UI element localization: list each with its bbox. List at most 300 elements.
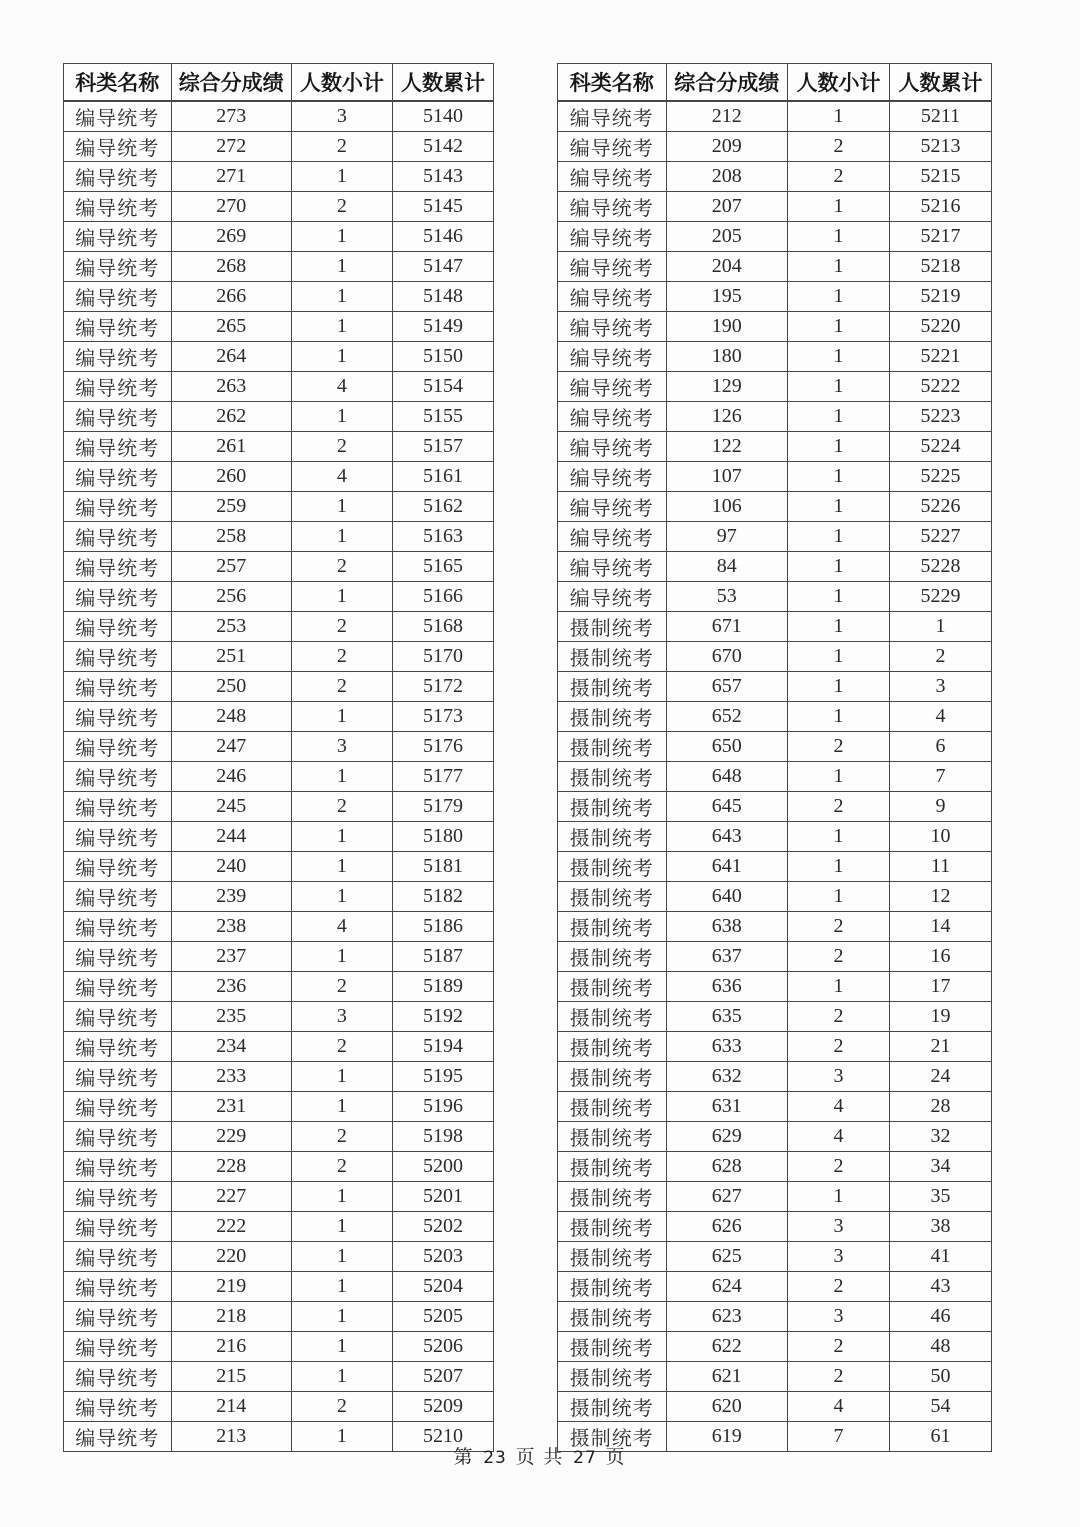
cell-category: 编导统考 (558, 221, 667, 251)
cell-category: 编导统考 (64, 1001, 172, 1031)
table-row (558, 821, 992, 851)
cell-subtotal: 1 (788, 491, 890, 521)
cell-cumulative: 50 (890, 1361, 992, 1391)
cell-subtotal: 3 (788, 1211, 890, 1241)
cell-cumulative: 4 (890, 701, 992, 731)
table-row (64, 911, 494, 941)
cell-subtotal: 2 (291, 671, 392, 701)
cell-subtotal: 1 (788, 701, 890, 731)
table-row (558, 341, 992, 371)
page-footer (0, 1442, 1080, 1469)
cell-subtotal: 4 (788, 1121, 890, 1151)
cell-score: 629 (666, 1121, 788, 1151)
cell-subtotal: 1 (788, 641, 890, 671)
cell-cumulative: 5226 (890, 491, 992, 521)
table-row (558, 1241, 992, 1271)
table-row (64, 881, 494, 911)
cell-category: 编导统考 (64, 371, 172, 401)
cell-cumulative: 5148 (392, 281, 493, 311)
cell-score: 97 (666, 521, 788, 551)
cell-score: 271 (171, 161, 291, 191)
cell-subtotal: 1 (788, 551, 890, 581)
cell-category: 摄制统考 (558, 1391, 667, 1421)
cell-score: 264 (171, 341, 291, 371)
table-row (64, 821, 494, 851)
cell-score: 632 (666, 1061, 788, 1091)
cell-category: 编导统考 (64, 1121, 172, 1151)
cell-score: 231 (171, 1091, 291, 1121)
cell-subtotal: 1 (291, 1421, 392, 1451)
cell-category: 摄制统考 (558, 701, 667, 731)
cell-category: 摄制统考 (558, 971, 667, 1001)
cell-cumulative: 9 (890, 791, 992, 821)
cell-category: 编导统考 (558, 191, 667, 221)
cell-category: 编导统考 (64, 611, 172, 641)
cell-score: 251 (171, 641, 291, 671)
table-row (558, 641, 992, 671)
cell-cumulative: 5179 (392, 791, 493, 821)
cell-category: 编导统考 (64, 1241, 172, 1271)
cell-category: 编导统考 (558, 281, 667, 311)
table-row (64, 1031, 494, 1061)
cell-cumulative: 46 (890, 1301, 992, 1331)
cell-cumulative: 5225 (890, 461, 992, 491)
column-header: 人数小计 (788, 64, 890, 101)
cell-category: 编导统考 (558, 521, 667, 551)
cell-cumulative: 5147 (392, 251, 493, 281)
cell-category: 编导统考 (64, 521, 172, 551)
table-row (64, 851, 494, 881)
score-distribution-table-left (63, 63, 494, 1452)
table-row (64, 101, 494, 132)
cell-subtotal: 3 (788, 1061, 890, 1091)
table-row (558, 191, 992, 221)
table-row (558, 1061, 992, 1091)
cell-score: 245 (171, 791, 291, 821)
cell-score: 238 (171, 911, 291, 941)
table-row (558, 1361, 992, 1391)
cell-category: 编导统考 (64, 1391, 172, 1421)
table-row (558, 701, 992, 731)
cell-score: 627 (666, 1181, 788, 1211)
table-row (558, 1211, 992, 1241)
cell-category: 编导统考 (64, 311, 172, 341)
table-row (64, 251, 494, 281)
cell-category: 编导统考 (558, 581, 667, 611)
table-row (558, 1391, 992, 1421)
cell-score: 195 (666, 281, 788, 311)
cell-score: 107 (666, 461, 788, 491)
cell-category: 编导统考 (64, 821, 172, 851)
table-row (558, 461, 992, 491)
footer-total-pages: 27 (573, 1448, 597, 1468)
cell-subtotal: 1 (788, 1181, 890, 1211)
cell-subtotal: 1 (291, 251, 392, 281)
cell-cumulative: 32 (890, 1121, 992, 1151)
cell-score: 233 (171, 1061, 291, 1091)
cell-cumulative: 5209 (392, 1391, 493, 1421)
table-row (64, 611, 494, 641)
cell-subtotal: 1 (788, 431, 890, 461)
table-row (64, 311, 494, 341)
cell-subtotal: 1 (291, 1301, 392, 1331)
cell-score: 190 (666, 311, 788, 341)
cell-score: 268 (171, 251, 291, 281)
cell-subtotal: 2 (291, 131, 392, 161)
cell-cumulative: 5170 (392, 641, 493, 671)
cell-subtotal: 1 (788, 881, 890, 911)
cell-subtotal: 2 (291, 1151, 392, 1181)
table-row (558, 671, 992, 701)
cell-score: 625 (666, 1241, 788, 1271)
cell-subtotal: 1 (788, 221, 890, 251)
cell-subtotal: 1 (788, 761, 890, 791)
cell-score: 256 (171, 581, 291, 611)
cell-subtotal: 4 (291, 371, 392, 401)
cell-cumulative: 5165 (392, 551, 493, 581)
cell-category: 摄制统考 (558, 761, 667, 791)
cell-category: 摄制统考 (558, 1031, 667, 1061)
cell-cumulative: 5154 (392, 371, 493, 401)
cell-subtotal: 2 (788, 131, 890, 161)
table-row (558, 101, 992, 132)
cell-category: 摄制统考 (558, 941, 667, 971)
cell-score: 237 (171, 941, 291, 971)
cell-category: 摄制统考 (558, 1211, 667, 1241)
cell-subtotal: 2 (291, 191, 392, 221)
cell-category: 编导统考 (64, 761, 172, 791)
cell-subtotal: 1 (788, 101, 890, 132)
cell-subtotal: 1 (788, 461, 890, 491)
cell-cumulative: 12 (890, 881, 992, 911)
cell-score: 638 (666, 911, 788, 941)
cell-score: 628 (666, 1151, 788, 1181)
cell-score: 621 (666, 1361, 788, 1391)
cell-score: 219 (171, 1271, 291, 1301)
cell-score: 257 (171, 551, 291, 581)
cell-score: 248 (171, 701, 291, 731)
cell-subtotal: 1 (291, 1181, 392, 1211)
cell-category: 编导统考 (64, 131, 172, 161)
cell-cumulative: 5223 (890, 401, 992, 431)
table-row (558, 1031, 992, 1061)
cell-subtotal: 3 (291, 101, 392, 132)
cell-subtotal: 1 (788, 821, 890, 851)
cell-score: 272 (171, 131, 291, 161)
cell-score: 212 (666, 101, 788, 132)
cell-cumulative: 5198 (392, 1121, 493, 1151)
table-row (558, 881, 992, 911)
cell-cumulative: 5155 (392, 401, 493, 431)
cell-cumulative: 5182 (392, 881, 493, 911)
cell-cumulative: 10 (890, 821, 992, 851)
cell-score: 236 (171, 971, 291, 1001)
cell-cumulative: 5180 (392, 821, 493, 851)
table-row (64, 1241, 494, 1271)
cell-category: 摄制统考 (558, 851, 667, 881)
cell-cumulative: 5211 (890, 101, 992, 132)
cell-cumulative: 5157 (392, 431, 493, 461)
cell-cumulative: 54 (890, 1391, 992, 1421)
cell-subtotal: 4 (291, 461, 392, 491)
table-row (558, 251, 992, 281)
cell-subtotal: 1 (788, 341, 890, 371)
cell-cumulative: 19 (890, 1001, 992, 1031)
table-row (64, 431, 494, 461)
cell-score: 53 (666, 581, 788, 611)
cell-score: 207 (666, 191, 788, 221)
cell-score: 84 (666, 551, 788, 581)
cell-score: 240 (171, 851, 291, 881)
cell-category: 摄制统考 (558, 641, 667, 671)
table-row (64, 521, 494, 551)
table-row (64, 1331, 494, 1361)
cell-subtotal: 3 (291, 731, 392, 761)
cell-category: 编导统考 (64, 881, 172, 911)
cell-score: 270 (171, 191, 291, 221)
table-row (64, 461, 494, 491)
cell-subtotal: 4 (291, 911, 392, 941)
cell-score: 215 (171, 1361, 291, 1391)
cell-subtotal: 1 (291, 941, 392, 971)
cell-subtotal: 1 (788, 251, 890, 281)
cell-category: 摄制统考 (558, 1361, 667, 1391)
table-row (558, 311, 992, 341)
cell-category: 摄制统考 (558, 1241, 667, 1271)
cell-score: 214 (171, 1391, 291, 1421)
cell-score: 260 (171, 461, 291, 491)
cell-subtotal: 7 (788, 1421, 890, 1451)
cell-score: 266 (171, 281, 291, 311)
cell-cumulative: 38 (890, 1211, 992, 1241)
cell-cumulative: 34 (890, 1151, 992, 1181)
cell-subtotal: 2 (291, 791, 392, 821)
cell-subtotal: 2 (291, 611, 392, 641)
cell-cumulative: 28 (890, 1091, 992, 1121)
cell-score: 122 (666, 431, 788, 461)
cell-subtotal: 1 (291, 881, 392, 911)
table-row (558, 401, 992, 431)
cell-category: 编导统考 (64, 1211, 172, 1241)
cell-category: 摄制统考 (558, 881, 667, 911)
table-row (64, 491, 494, 521)
cell-subtotal: 2 (291, 431, 392, 461)
cell-cumulative: 5149 (392, 311, 493, 341)
cell-category: 摄制统考 (558, 1331, 667, 1361)
cell-category: 摄制统考 (558, 1001, 667, 1031)
cell-category: 摄制统考 (558, 821, 667, 851)
cell-category: 摄制统考 (558, 1421, 667, 1451)
cell-cumulative: 43 (890, 1271, 992, 1301)
cell-cumulative: 5192 (392, 1001, 493, 1031)
cell-category: 编导统考 (558, 461, 667, 491)
cell-category: 编导统考 (64, 1361, 172, 1391)
cell-category: 编导统考 (558, 161, 667, 191)
cell-cumulative: 5150 (392, 341, 493, 371)
cell-score: 265 (171, 311, 291, 341)
cell-subtotal: 1 (291, 1331, 392, 1361)
table-row (558, 371, 992, 401)
cell-score: 246 (171, 761, 291, 791)
table-row (64, 1001, 494, 1031)
cell-subtotal: 1 (788, 521, 890, 551)
cell-score: 622 (666, 1331, 788, 1361)
cell-category: 编导统考 (64, 701, 172, 731)
cell-cumulative: 35 (890, 1181, 992, 1211)
cell-cumulative: 5218 (890, 251, 992, 281)
cell-cumulative: 3 (890, 671, 992, 701)
cell-subtotal: 1 (291, 521, 392, 551)
cell-category: 编导统考 (64, 851, 172, 881)
cell-subtotal: 1 (291, 341, 392, 371)
cell-score: 643 (666, 821, 788, 851)
cell-subtotal: 1 (291, 701, 392, 731)
cell-subtotal: 2 (291, 971, 392, 1001)
table-row (64, 371, 494, 401)
table-row (64, 551, 494, 581)
cell-score: 670 (666, 641, 788, 671)
table-row (64, 1271, 494, 1301)
table-row (558, 761, 992, 791)
cell-subtotal: 1 (788, 281, 890, 311)
cell-category: 摄制统考 (558, 1121, 667, 1151)
cell-subtotal: 1 (291, 221, 392, 251)
cell-score: 637 (666, 941, 788, 971)
cell-subtotal: 1 (788, 371, 890, 401)
table-row (64, 941, 494, 971)
cell-cumulative: 7 (890, 761, 992, 791)
table-row (558, 281, 992, 311)
cell-subtotal: 1 (291, 491, 392, 521)
table-row (558, 731, 992, 761)
table-row (558, 221, 992, 251)
cell-category: 编导统考 (64, 1031, 172, 1061)
cell-category: 编导统考 (64, 911, 172, 941)
cell-subtotal: 1 (788, 311, 890, 341)
table-row (64, 281, 494, 311)
cell-subtotal: 2 (788, 1331, 890, 1361)
table-row (64, 1301, 494, 1331)
table-row (64, 131, 494, 161)
table-row (558, 551, 992, 581)
cell-cumulative: 5186 (392, 911, 493, 941)
cell-cumulative: 2 (890, 641, 992, 671)
table-row (558, 1181, 992, 1211)
table-row (558, 161, 992, 191)
cell-cumulative: 5146 (392, 221, 493, 251)
table-row (558, 791, 992, 821)
cell-subtotal: 2 (788, 791, 890, 821)
footer-label-page: 第 (453, 1447, 475, 1468)
table-row (64, 1091, 494, 1121)
column-header: 科类名称 (558, 64, 667, 101)
cell-subtotal: 2 (291, 1121, 392, 1151)
table-row (558, 521, 992, 551)
cell-cumulative: 48 (890, 1331, 992, 1361)
cell-subtotal: 1 (788, 971, 890, 1001)
column-header: 人数累计 (890, 64, 992, 101)
cell-score: 269 (171, 221, 291, 251)
cell-category: 编导统考 (64, 671, 172, 701)
cell-subtotal: 1 (291, 1091, 392, 1121)
cell-subtotal: 1 (291, 1241, 392, 1271)
cell-category: 编导统考 (64, 581, 172, 611)
cell-category: 编导统考 (64, 431, 172, 461)
cell-cumulative: 5215 (890, 161, 992, 191)
table-row (64, 581, 494, 611)
cell-subtotal: 3 (788, 1241, 890, 1271)
table-row (64, 671, 494, 701)
column-header: 人数累计 (392, 64, 493, 101)
cell-category: 编导统考 (558, 251, 667, 281)
cell-subtotal: 2 (788, 1001, 890, 1031)
table-row (558, 911, 992, 941)
cell-category: 摄制统考 (558, 1181, 667, 1211)
cell-category: 编导统考 (64, 641, 172, 671)
cell-category: 编导统考 (64, 401, 172, 431)
cell-subtotal: 1 (291, 821, 392, 851)
table-row (558, 971, 992, 1001)
cell-score: 631 (666, 1091, 788, 1121)
cell-category: 摄制统考 (558, 1091, 667, 1121)
cell-cumulative: 5181 (392, 851, 493, 881)
table-row (558, 1301, 992, 1331)
cell-score: 220 (171, 1241, 291, 1271)
table-row (64, 341, 494, 371)
cell-category: 编导统考 (64, 551, 172, 581)
cell-subtotal: 3 (788, 1301, 890, 1331)
cell-score: 641 (666, 851, 788, 881)
table-row (558, 1271, 992, 1301)
header-row (64, 64, 494, 101)
cell-score: 250 (171, 671, 291, 701)
table-row (558, 1331, 992, 1361)
cell-cumulative: 5220 (890, 311, 992, 341)
cell-cumulative: 5200 (392, 1151, 493, 1181)
cell-subtotal: 1 (291, 1061, 392, 1091)
cell-category: 编导统考 (64, 461, 172, 491)
cell-category: 编导统考 (64, 251, 172, 281)
cell-category: 编导统考 (558, 431, 667, 461)
cell-score: 626 (666, 1211, 788, 1241)
cell-score: 209 (666, 131, 788, 161)
score-distribution-table-right (557, 63, 992, 1452)
footer-page-number: 23 (483, 1448, 507, 1468)
table-row (64, 1151, 494, 1181)
cell-score: 244 (171, 821, 291, 851)
cell-subtotal: 2 (291, 551, 392, 581)
column-header: 综合分成绩 (666, 64, 788, 101)
cell-category: 编导统考 (558, 401, 667, 431)
cell-score: 106 (666, 491, 788, 521)
table-row (64, 1361, 494, 1391)
cell-category: 摄制统考 (558, 1061, 667, 1091)
cell-cumulative: 5195 (392, 1061, 493, 1091)
cell-cumulative: 5201 (392, 1181, 493, 1211)
table-row (64, 1391, 494, 1421)
cell-category: 编导统考 (64, 1091, 172, 1121)
cell-cumulative: 5168 (392, 611, 493, 641)
cell-category: 编导统考 (64, 1181, 172, 1211)
cell-category: 编导统考 (64, 281, 172, 311)
cell-subtotal: 2 (788, 941, 890, 971)
table-row (64, 971, 494, 1001)
cell-cumulative: 5162 (392, 491, 493, 521)
cell-category: 编导统考 (64, 101, 172, 132)
table-row (64, 791, 494, 821)
cell-cumulative: 5202 (392, 1211, 493, 1241)
cell-category: 编导统考 (558, 341, 667, 371)
